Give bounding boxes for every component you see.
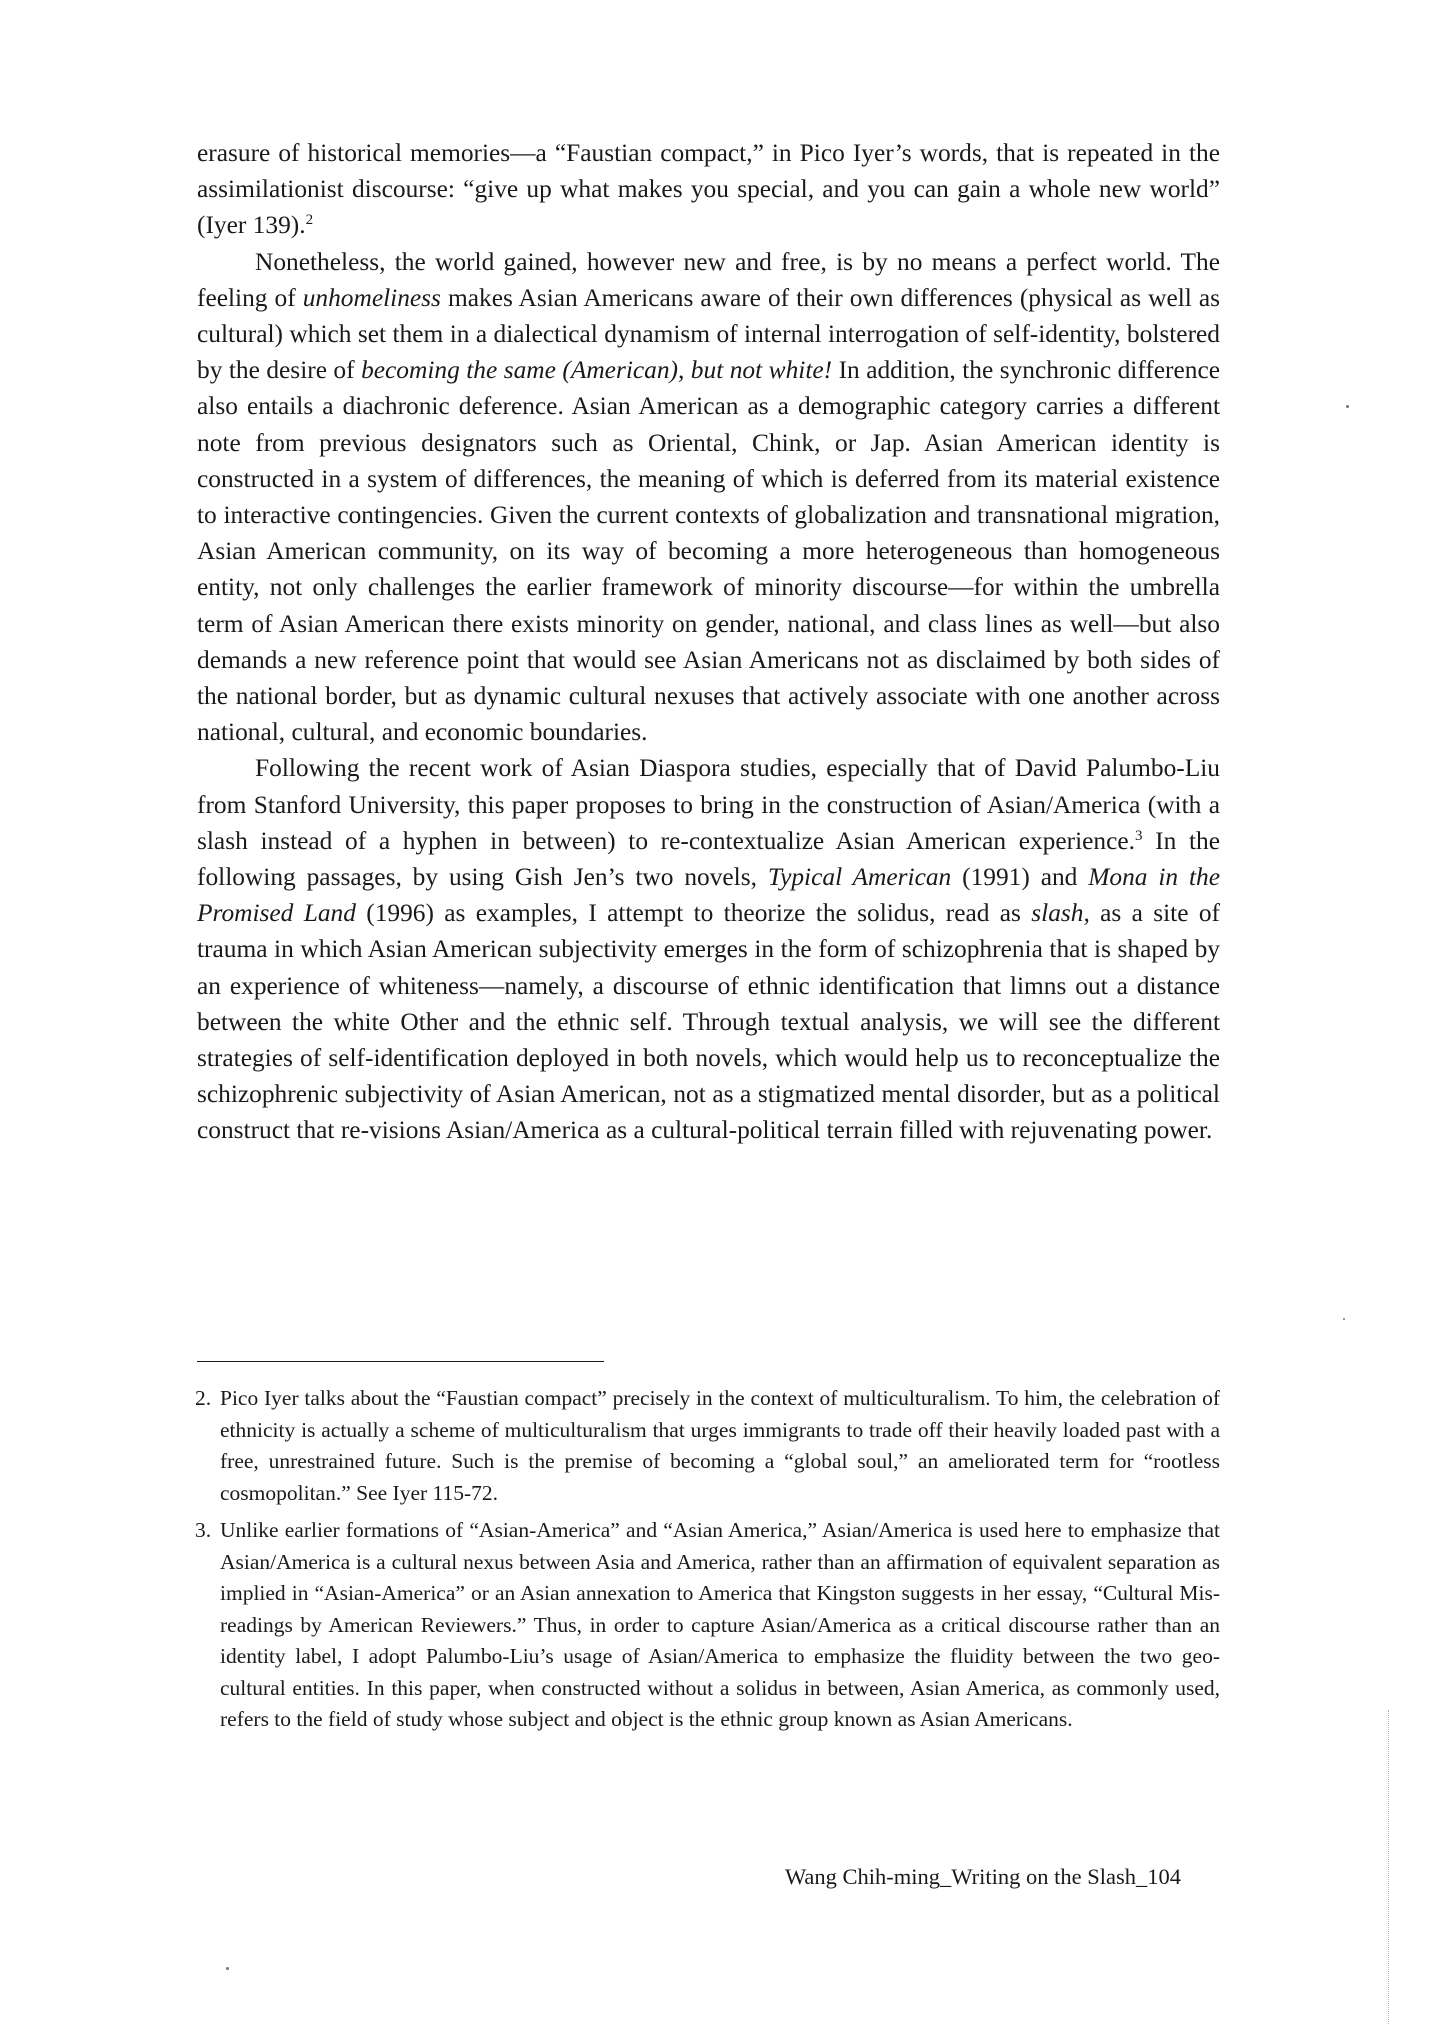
- text-run: In addition, the synchronic difference also entails a diachronic deference. Asian American as a demographic category carries a different note from previous designators such as Oriental, Chink, or Jap. Asian American identity is constructed in a system of differences, the meaning of which is deferred from its material existence to interactive contingencies. Given the current contexts of globalization and transnational migration, Asian American community, on its way of becoming a more heterogeneous than homogeneous entity, not only challenges the earlier framework of minority discourse—for within the umbrella term of Asian American there exists minority on gender, national, and class lines as well—but also demands a new reference point that would see Asian Americans not as disclaimed by both sides of the national border, but as dynamic cultural nexuses that actively associate with one another across national, cultural, and economic boundaries.: [197, 356, 1221, 747]
- paragraph: [197, 750, 1220, 1148]
- text-run: makes Asian Americans aware of their own differences (physical as well as cultural) which set them in a dialectical dynamism of internal interrogation of self-identity, bolstered by the desire of: [197, 283, 1221, 385]
- italic-text: slash,: [1031, 899, 1090, 928]
- footnotes: [197, 1383, 1220, 1742]
- footnote-3: [197, 1515, 1220, 1736]
- footnote-reference: 3: [1135, 827, 1143, 844]
- italic-text: unhomeliness: [302, 283, 441, 312]
- text-run: erasure of historical memories—a “Faustian compact,” in Pico Iyer’s words, that is repeated in the assimilationist discourse: “give up what makes you special, and you can gain a whole new world” (Iyer 139).: [197, 139, 1220, 240]
- footnote-text: Unlike earlier formations of “Asian-America” and “Asian America,” Asian/America is used here to emphasize that Asian/America is a cultural nexus between Asia and America, rather than an affirmation of equivalent separation as implied in “Asian-America” or an Asian annexation to America that Kingston suggests in her essay, “Cultural Mis-readings by American Reviewers.” Thus, in order to capture Asian/America as a critical discourse rather than an identity label, I adopt Palumbo-Liu’s usage of Asian/America to emphasize the fluidity between the two geo-cultural entities. In this paper, when constructed without a solidus in between, Asian America, as commonly used, refers to the field of study whose subject and object is the ethnic group known as Asian Americans.: [220, 1518, 1220, 1731]
- scan-speck: [1346, 405, 1349, 408]
- footnote-reference: 2: [305, 212, 314, 229]
- footnote-divider: [197, 1361, 604, 1362]
- italic-text: becoming the same (American), but not white!: [361, 356, 833, 385]
- footnote-2: [197, 1383, 1220, 1509]
- scan-edge-artifact: [1388, 1710, 1389, 2024]
- italic-text: Typical American: [767, 863, 952, 892]
- paragraph: [197, 135, 1220, 244]
- footnote-number: 3.: [195, 1518, 212, 1542]
- footnote-text: Pico Iyer talks about the “Faustian compact” precisely in the context of multiculturalism. To him, the celebration of ethnicity is actually a scheme of multiculturalism that urges immigrants to trade off their heavily loaded past with a free, unrestrained future. Such is the premise of becoming a “global soul,” an ameliorated term for “rootless cosmopolitan.” See Iyer 115-72.: [220, 1386, 1220, 1505]
- text-run: (1991) and: [951, 863, 1089, 892]
- body-text: [197, 135, 1220, 1149]
- paragraph: [197, 244, 1220, 751]
- text-run: In the following passages, by using Gish Jen’s two novels,: [197, 826, 1220, 892]
- italic-text: Mona in the Promised Land: [197, 863, 1221, 928]
- footnote-number: 2.: [195, 1386, 212, 1410]
- scan-speck: [226, 1967, 229, 1970]
- text-run: Following the recent work of Asian Diaspora studies, especially that of David Palumbo-Liu from Stanford University, this paper proposes to bring in the construction of Asian/America (with a slash instead of a hyphen in between) to re-contextualize Asian American experience.: [197, 754, 1220, 855]
- running-footer: Wang Chih-ming_Writing on the Slash_104: [784, 1864, 1181, 1889]
- text-run: as a site of trauma in which Asian American subjectivity emerges in the form of schizophrenia that is shaped by an experience of whiteness—namely, a discourse of ethnic identification that limns out a distance between the white Other and the ethnic self. Through textual analysis, we will see the different strategies of self-identification deployed in both novels, which would help us to reconceptualize the schizophrenic subjectivity of Asian American, not as a stigmatized mental disorder, but as a political construct that re-visions Asian/America as a cultural-political terrain filled with rejuvenating power.: [197, 899, 1220, 1145]
- scan-speck: [1343, 1318, 1345, 1320]
- text-run: (1996) as examples, I attempt to theorize the solidus, read as: [355, 899, 1032, 928]
- text-run: Nonetheless, the world gained, however new and free, is by no means a perfect world. The feeling of: [197, 247, 1220, 312]
